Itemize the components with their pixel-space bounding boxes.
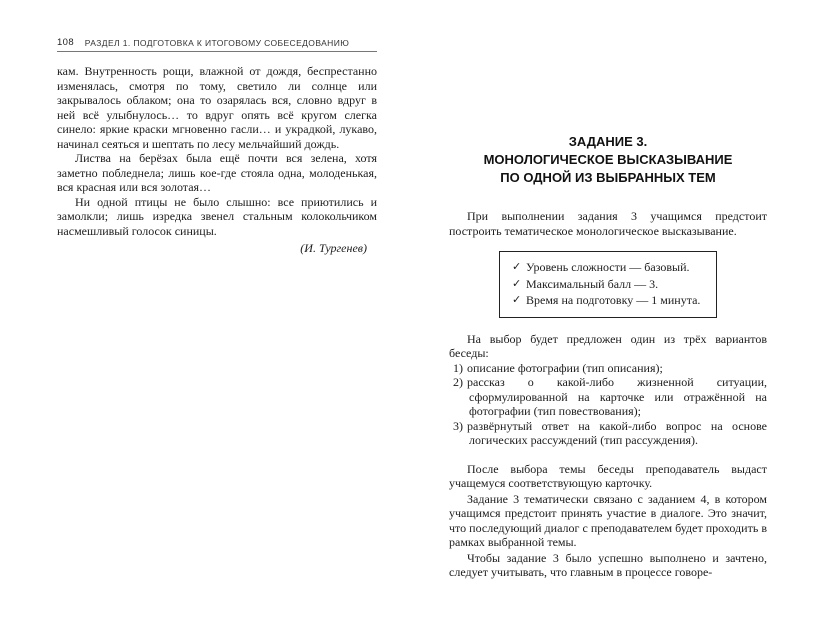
paragraph: Листва на берёзах была ещё почти вся зелена, хотя заметно побледнела; лишь кое-где стояла одна, молоденькая, вся красная или вся золотая… <box>57 151 377 194</box>
variants-intro: На выбор будет предложен один из трёх вариантов беседы: <box>449 331 767 360</box>
paragraph: Чтобы задание 3 было успешно выполнено и зачтено, следует учитывать, что главным в процессе говоре- <box>449 550 767 579</box>
check-icon: ✓ <box>512 260 522 273</box>
right-body-text <box>449 462 767 580</box>
section-heading-line: МОНОЛОГИЧЕСКОЕ ВЫСКАЗЫВАНИЕ <box>483 152 733 167</box>
info-box-item-text: Время на подготовку — 1 минута. <box>526 293 701 307</box>
variant-item <box>449 419 767 448</box>
check-icon: ✓ <box>512 293 522 306</box>
section-heading-line: ЗАДАНИЕ 3. <box>568 134 648 149</box>
variant-item <box>449 375 767 419</box>
left-body-text <box>57 64 377 256</box>
info-box-item <box>512 292 706 309</box>
paragraph: кам. Внутренность рощи, влажной от дождя, беспрестанно изменялась, смотря по тому, светило ли солнце или закрывалось облаком; она то озарялась вся, словно вдруг в ней всё улыбнулось… то вдруг опять всё кругом слегка синело: яркие краски мгновенно гасли… и украдкой, лукаво, начинал сеяться и шептать по лесу мельчайший дождь. <box>57 64 377 151</box>
running-head <box>57 36 377 52</box>
paragraph: Ни одной птицы не было слышно: все приютились и замолкли; лишь изредка звенел стальным колокольчиком насмешливый голосок синицы. <box>57 194 377 238</box>
variant-marker: 2) <box>453 375 463 389</box>
author-attribution: (И. Тургенев) <box>300 241 367 255</box>
variant-text: описание фотографии (тип описания); <box>467 360 663 375</box>
info-box-item-text: Максимальный балл — 3. <box>526 276 659 291</box>
section-heading-line: ПО ОДНОЙ ИЗ ВЫБРАННЫХ ТЕМ <box>500 170 716 185</box>
right-page <box>449 36 767 580</box>
variant-item <box>449 361 767 376</box>
info-box <box>499 251 717 318</box>
running-title: РАЗДЕЛ 1. ПОДГОТОВКА К ИТОГОВОМУ СОБЕСЕДОВАНИЮ <box>84 38 350 48</box>
info-box-item <box>512 259 706 276</box>
page-number: 108 <box>57 37 75 48</box>
info-box-item-text: Уровень сложности — базовый. <box>526 260 690 274</box>
check-icon: ✓ <box>512 276 522 290</box>
left-page <box>57 36 377 256</box>
variant-marker: 3) <box>453 418 463 433</box>
info-box-item <box>512 276 706 293</box>
paragraph: После выбора темы беседы преподаватель выдаст учащемуся соответствующую карточку. <box>449 461 767 490</box>
variants-list <box>449 361 767 448</box>
intro-paragraph: При выполнении задания 3 учащимся предстоит построить тематическое монологическое высказывание. <box>449 209 767 238</box>
variant-marker: 1) <box>453 360 463 375</box>
section-heading <box>449 133 767 187</box>
variant-text: развёрнутый ответ на какой-либо вопрос на основе логических рассуждений (тип рассуждения). <box>467 418 767 447</box>
variant-text: рассказ о какой-либо жизненной ситуации, сформулированной на карточке или отражённой на фотографии (тип повествования); <box>467 375 767 418</box>
paragraph: Задание 3 тематически связано с заданием 4, в котором учащимся предстоит принять участие в диалоге. Это значит, что последующий диалог с преподавателем будет проходить в рамках выбранной темы. <box>449 491 767 549</box>
